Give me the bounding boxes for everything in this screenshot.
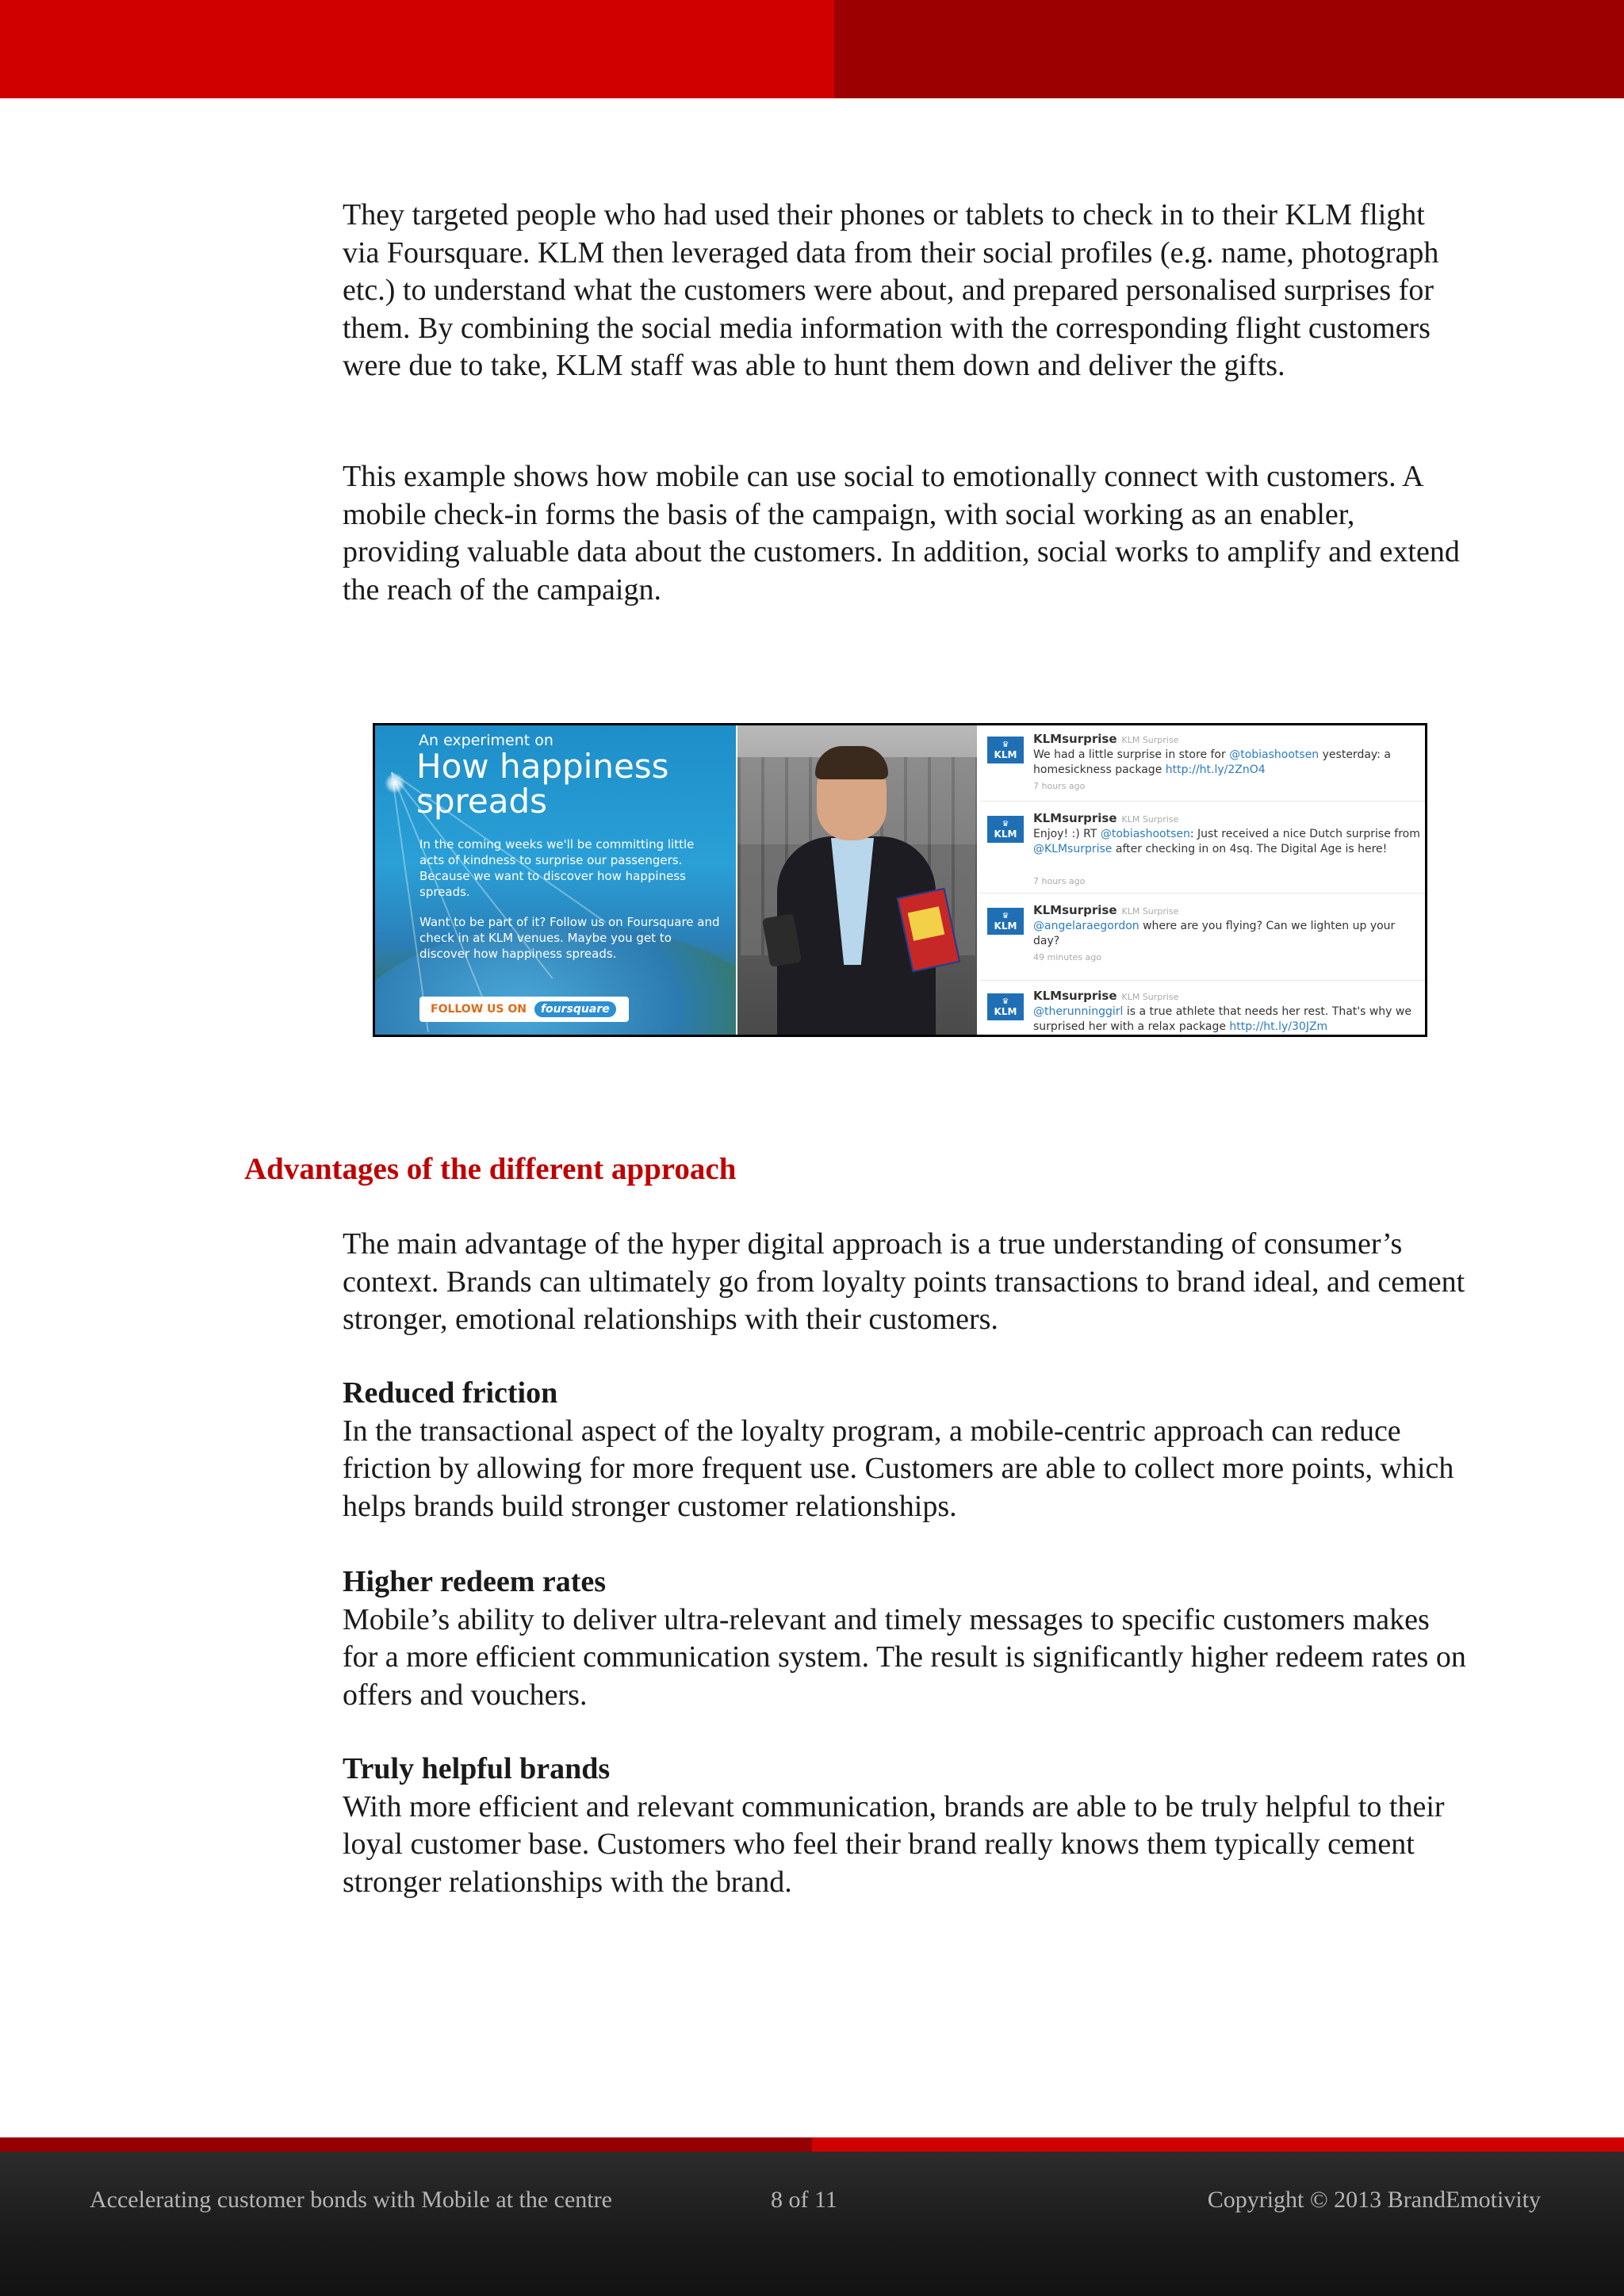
subsection-text: In the transactional aspect of the loyalty program, a mobile-centric approach can reduce friction by allowing for more frequent use. Customers are able to collect more points, which helps brands build stronger customer relationships. [343, 1414, 1454, 1523]
klm-logo-icon: ♛ KLM [987, 908, 1024, 935]
ad-kicker: An experiment on [419, 732, 553, 749]
header-bar-left [0, 0, 834, 98]
subsection-text: With more efficient and relevant communication, brands are able to be truly helpful to their loyal customer base. Customers who feel their brand really knows them typically cement stronger relationships with the brand. [343, 1789, 1445, 1899]
tweet-text: @angelaraegordon where are you flying? Can we lighten up your day? [1033, 920, 1396, 947]
subsection-heading: Truly helpful brands [343, 1752, 611, 1785]
tweet-text: We had a little surprise in store for @tobiashootsen yesterday: a homesickness package http://ht.ly/2ZnO4 [1033, 748, 1391, 776]
campaign-image-strip [373, 723, 1427, 1037]
section-heading: Advantages of the different approach [244, 1152, 737, 1186]
tweet-user: KLMsurprise KLM Surprise [1033, 811, 1179, 825]
tweet-item [979, 725, 1425, 802]
klm-logo-icon: ♛ KLM [987, 737, 1024, 763]
subsection-reduced-friction [343, 1375, 1469, 1525]
page-number: 8 of 11 [771, 2187, 837, 2213]
tweet-item [979, 897, 1425, 981]
footer [0, 2152, 1624, 2296]
tweet-user: KLMsurprise KLM Surprise [1033, 732, 1179, 746]
person-hair [815, 746, 888, 779]
tweet-item [979, 805, 1425, 894]
klm-logo-icon: ♛ KLM [987, 993, 1024, 1020]
footer-title: Accelerating customer bonds with Mobile at the centre [90, 2187, 612, 2213]
subsection-higher-redeem-rates [343, 1563, 1469, 1714]
subsection-heading: Higher redeem rates [343, 1565, 607, 1598]
ad-title: How happiness spreads [416, 747, 669, 821]
photo-panel [737, 725, 977, 1035]
footer-accent-left [0, 2137, 812, 2152]
subsection-text: Mobile’s ability to deliver ultra-relevant and timely messages to specific customers makes for a more efficient communication system. The result is significantly higher redeem rates on offers and vouchers. [343, 1602, 1466, 1712]
tweet-time: 7 hours ago [1033, 781, 1086, 791]
footer-accent-right [812, 2137, 1624, 2152]
tweet-time: 49 minutes ago [1033, 952, 1101, 962]
ad-body-text: In the coming weeks we'll be committing little acts of kindness to surprise our passengers. Because we want to discover how happiness spreads. [419, 837, 695, 899]
ad-body-text-2: Want to be part of it? Follow us on Foursquare and check in at KLM venues. Maybe you get to discover how happiness spreads. [419, 915, 720, 961]
tweet-text: @therunninggirl is a true athlete that needs her rest. That's why we surprised her with a relax package http://ht.ly/30JZm [1033, 1005, 1411, 1033]
foursquare-logo: foursquare [534, 1001, 616, 1017]
subsection-truly-helpful-brands [343, 1751, 1469, 1901]
paragraph-mobile-social: This example shows how mobile can use social to emotionally connect with customers. A mobile check-in forms the basis of the campaign, with social working as an enabler, providing valuable data about the customers. In addition, social works to amplify and extend the reach of the campaign. [343, 460, 1460, 607]
klm-logo-icon: ♛ KLM [987, 816, 1024, 843]
follow-label: FOLLOW US ON [431, 1003, 527, 1016]
copyright: Copyright © 2013 BrandEmotivity [1207, 2187, 1541, 2213]
follow-foursquare-button [419, 997, 629, 1022]
tweet-user: KLMsurprise KLM Surprise [1033, 989, 1179, 1003]
header-bar-right [834, 0, 1624, 98]
star-icon [385, 773, 405, 794]
paragraph-main-advantage: The main advantage of the hyper digital approach is a true understanding of consumer’s context. Brands can ultimately go from loyalty points transactions to brand ideal, and cement stronger, emotional relationships with their customers. [343, 1227, 1465, 1336]
happiness-ad-panel [375, 725, 736, 1035]
tweet-user: KLMsurprise KLM Surprise [1033, 903, 1179, 917]
tweets-panel [979, 725, 1425, 1035]
paragraph-klm-targeting: They targeted people who had used their phones or tablets to check in to their KLM flight via Foursquare. KLM then leveraged data from their social profiles (e.g. name, photograph etc.) to understand what the customers were about, and prepared personalised surprises for them. By combining the social media information with the corresponding flight customers were due to take, KLM staff was able to hunt them down and deliver the gifts. [343, 198, 1439, 382]
tweet-text: Enjoy! :) RT @tobiashootsen: Just received a nice Dutch surprise from @KLMsurprise after checking in on 4sq. The Digital Age is here! [1033, 828, 1420, 855]
tweet-item [979, 982, 1425, 1035]
subsection-heading: Reduced friction [343, 1376, 558, 1410]
tweet-time: 7 hours ago [1033, 876, 1086, 886]
